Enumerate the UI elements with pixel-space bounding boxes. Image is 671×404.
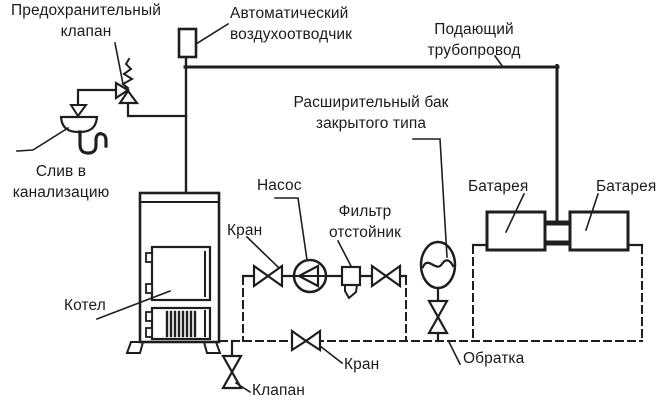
tank-valve [429, 301, 447, 333]
filter [342, 267, 360, 298]
drain-valve [223, 356, 241, 388]
expansion-tank [421, 242, 455, 333]
label-valve-pump-line: Кран [227, 222, 263, 239]
label-drain-funnel: Слив в канализацию [12, 163, 110, 201]
label-safety-valve: Предохранительный клапан [11, 2, 161, 40]
spring-icon [123, 59, 132, 88]
label-pump: Насос [257, 177, 302, 194]
label-supply-pipe: Подающий трубопровод [427, 21, 521, 59]
valve-bypass [292, 331, 320, 350]
radiator-left [487, 212, 545, 250]
siphon-trap-icon [80, 132, 106, 153]
label-filter: Фильтр отстойник [328, 203, 402, 241]
label-radiator-right: Батарея [596, 178, 657, 195]
label-expansion-tank: Расширительный бак закрытого типа [293, 94, 449, 132]
air-vent [179, 29, 196, 57]
radiator-right [570, 212, 628, 250]
pump [294, 260, 326, 292]
valve-left [254, 266, 282, 286]
label-air-vent: Автоматический воздухоотводчик [230, 5, 353, 43]
label-radiator-left: Батарея [468, 178, 529, 195]
label-boiler: Котел [64, 297, 106, 314]
valve-right [372, 266, 400, 286]
boiler [127, 193, 220, 353]
label-drain-valve: Клапан [252, 382, 305, 399]
label-valve-bypass: Кран [344, 356, 380, 373]
pointer-lines [17, 24, 598, 392]
label-return-line: Обратка [463, 350, 525, 367]
safety-valve [78, 59, 186, 116]
